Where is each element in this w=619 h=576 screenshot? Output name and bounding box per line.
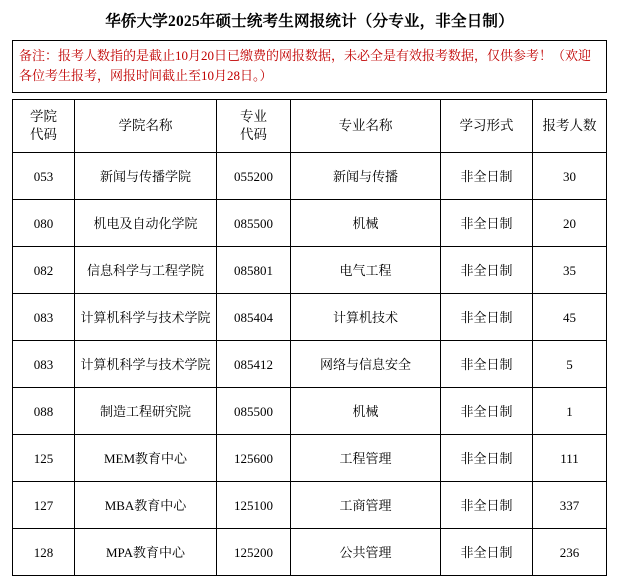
cell-college-name: 信息科学与工程学院	[75, 247, 217, 294]
column-header-college-code-line1: 学院	[30, 109, 57, 125]
table-row	[13, 153, 607, 200]
column-header-study-mode: 学习形式	[441, 100, 533, 153]
column-header-major-code-line1: 专业	[240, 109, 267, 125]
table-body	[13, 153, 607, 576]
cell-college-code: 082	[13, 247, 75, 294]
cell-college-name: MPA教育中心	[75, 529, 217, 576]
statistics-table	[12, 99, 607, 576]
cell-major-name: 工程管理	[291, 435, 441, 482]
column-header-college-code	[13, 100, 75, 153]
cell-major-code: 125200	[217, 529, 291, 576]
cell-college-code: 128	[13, 529, 75, 576]
column-header-major-name: 专业名称	[291, 100, 441, 153]
cell-college-code: 125	[13, 435, 75, 482]
table-row	[13, 200, 607, 247]
cell-college-code: 083	[13, 341, 75, 388]
cell-college-code: 088	[13, 388, 75, 435]
cell-major-name: 电气工程	[291, 247, 441, 294]
cell-major-name: 工商管理	[291, 482, 441, 529]
column-header-college-code-line2: 代码	[30, 127, 57, 143]
cell-applicants: 20	[533, 200, 607, 247]
cell-major-code: 085500	[217, 200, 291, 247]
cell-major-name: 机械	[291, 200, 441, 247]
cell-college-code: 127	[13, 482, 75, 529]
cell-major-code: 085404	[217, 294, 291, 341]
cell-college-name: 机电及自动化学院	[75, 200, 217, 247]
cell-major-name: 新闻与传播	[291, 153, 441, 200]
cell-applicants: 1	[533, 388, 607, 435]
cell-study-mode: 非全日制	[441, 388, 533, 435]
cell-applicants: 236	[533, 529, 607, 576]
cell-study-mode: 非全日制	[441, 247, 533, 294]
cell-college-name: 计算机科学与技术学院	[75, 341, 217, 388]
cell-major-name: 网络与信息安全	[291, 341, 441, 388]
cell-major-code: 125600	[217, 435, 291, 482]
cell-major-code: 055200	[217, 153, 291, 200]
cell-study-mode: 非全日制	[441, 435, 533, 482]
cell-applicants: 45	[533, 294, 607, 341]
cell-college-name: MEM教育中心	[75, 435, 217, 482]
cell-study-mode: 非全日制	[441, 482, 533, 529]
cell-applicants: 5	[533, 341, 607, 388]
cell-college-name: 制造工程研究院	[75, 388, 217, 435]
cell-college-code: 053	[13, 153, 75, 200]
cell-major-code: 085801	[217, 247, 291, 294]
note-box	[12, 40, 607, 93]
cell-applicants: 337	[533, 482, 607, 529]
cell-college-name: 新闻与传播学院	[75, 153, 217, 200]
table-header-row	[13, 100, 607, 153]
cell-study-mode: 非全日制	[441, 200, 533, 247]
cell-study-mode: 非全日制	[441, 153, 533, 200]
table-row	[13, 529, 607, 576]
cell-college-code: 083	[13, 294, 75, 341]
column-header-college-name: 学院名称	[75, 100, 217, 153]
cell-applicants: 111	[533, 435, 607, 482]
note-text: 备注：报考人数指的是截止10月20日已缴费的网报数据，未必全是有效报考数据，仅供参考！（欢迎各位考生报考，网报时间截止至10月28日。）	[19, 48, 592, 84]
table-row	[13, 482, 607, 529]
cell-study-mode: 非全日制	[441, 294, 533, 341]
column-header-applicants: 报考人数	[533, 100, 607, 153]
cell-major-name: 机械	[291, 388, 441, 435]
column-header-major-code-line2: 代码	[240, 127, 267, 143]
cell-major-name: 公共管理	[291, 529, 441, 576]
cell-college-code: 080	[13, 200, 75, 247]
table-row	[13, 247, 607, 294]
page-title: 华侨大学2025年硕士统考生网报统计（分专业，非全日制）	[105, 13, 514, 30]
cell-study-mode: 非全日制	[441, 341, 533, 388]
table-row	[13, 341, 607, 388]
cell-college-name: MBA教育中心	[75, 482, 217, 529]
column-header-major-code	[217, 100, 291, 153]
cell-major-code: 125100	[217, 482, 291, 529]
cell-applicants: 30	[533, 153, 607, 200]
cell-college-name: 计算机科学与技术学院	[75, 294, 217, 341]
cell-applicants: 35	[533, 247, 607, 294]
table-row	[13, 388, 607, 435]
table-row	[13, 294, 607, 341]
cell-major-code: 085500	[217, 388, 291, 435]
cell-major-code: 085412	[217, 341, 291, 388]
cell-major-name: 计算机技术	[291, 294, 441, 341]
table-row	[13, 435, 607, 482]
cell-study-mode: 非全日制	[441, 529, 533, 576]
